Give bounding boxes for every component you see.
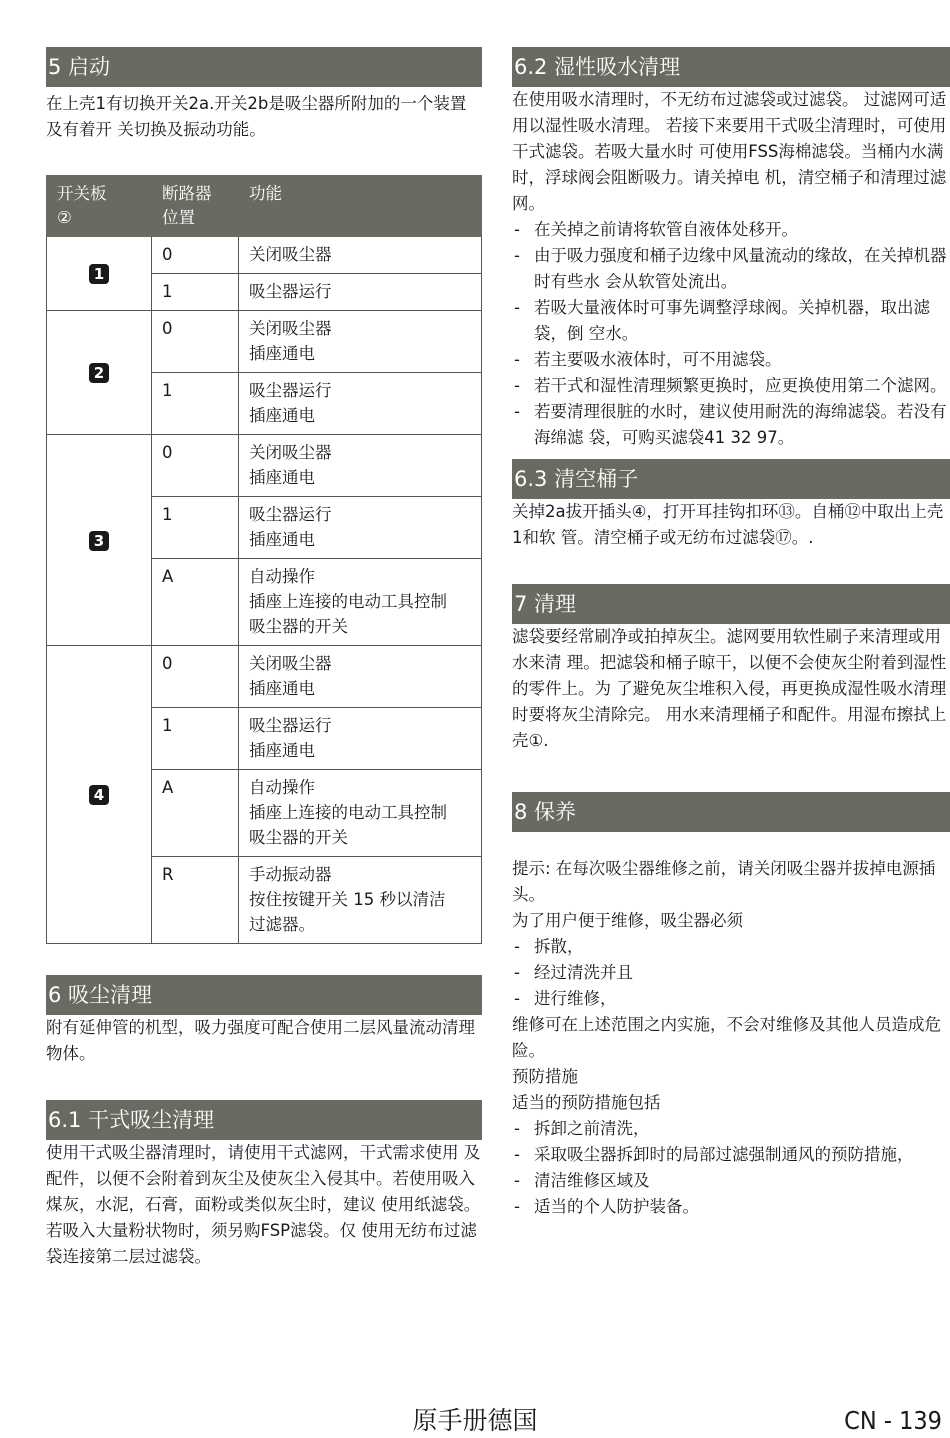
switch-table-header xyxy=(47,176,482,237)
function-line: 过滤器。 xyxy=(249,915,315,934)
list-item: - 若吸大量液体时可事先调整浮球阀。关掉机器，取出滤袋，倒 空水。 xyxy=(512,295,950,347)
list-item: - 进行维修， xyxy=(512,986,950,1012)
switch-panel-cell xyxy=(47,237,152,311)
switch-table xyxy=(46,175,482,944)
function-line: 插座通电 xyxy=(249,679,315,698)
function-line: 关闭吸尘器 xyxy=(249,654,332,673)
section-8-list-1 xyxy=(512,934,950,1012)
header-switch-panel-label: 开关板 xyxy=(57,184,107,203)
footer-title: 原手册德国 xyxy=(412,1406,538,1435)
section-8-text: 维修可在上述范围之内实施，不会对维修及其他人员造成危险。 xyxy=(512,1015,941,1060)
list-item: - 采取吸尘器拆卸时的局部过滤强制通风的预防措施， xyxy=(512,1142,950,1168)
section-6-2-list xyxy=(512,217,950,451)
function-line: 插座通电 xyxy=(249,344,315,363)
header-function: 功能 xyxy=(239,176,482,237)
section-8-text: 适当的预防措施包括 xyxy=(512,1093,661,1112)
section-8-heading: 8 保养 xyxy=(512,792,950,832)
switch-panel-cell xyxy=(47,311,152,435)
position-cell: 0 xyxy=(152,237,239,274)
list-item: - 由于吸力强度和桶子边缘中风量流动的缘故，在关掉机器时有些水 会从软管处流出。 xyxy=(512,243,950,295)
position-cell: A xyxy=(152,559,239,646)
function-line: 关闭吸尘器 xyxy=(249,443,332,462)
function-line: 关闭吸尘器 xyxy=(249,319,332,338)
function-cell xyxy=(239,274,482,311)
page-number: CN - 139 xyxy=(844,1406,942,1435)
switch-badge: 2 xyxy=(89,363,109,383)
position-cell: 1 xyxy=(152,497,239,559)
function-line: 吸尘器的开关 xyxy=(249,617,348,636)
function-cell xyxy=(239,497,482,559)
section-6-3-heading: 6.3 清空桶子 xyxy=(512,459,950,499)
list-item: - 在关掉之前请将软管自液体处移开。 xyxy=(512,217,950,243)
position-cell: 1 xyxy=(152,274,239,311)
position-cell: 0 xyxy=(152,646,239,708)
function-line: 自动操作 xyxy=(249,567,315,586)
function-line: 吸尘器的开关 xyxy=(249,828,348,847)
header-breaker-position xyxy=(152,176,239,237)
function-cell xyxy=(239,708,482,770)
section-6-1-text: 使用干式吸尘器清理时，请使用干式滤网，干式需求使用 及配件，以便不会附着到灰尘及使灰尘入侵其中。若使用吸入煤灰，水泥，石膏，面粉或类似灰尘时，建议 使用纸滤袋。若吸入大量粉状物时，须另购FSP滤袋。仅 使用无纺布过滤袋连接第二层过滤袋。 xyxy=(46,1143,481,1266)
function-cell xyxy=(239,311,482,373)
left-column xyxy=(46,47,482,1270)
section-7-heading: 7 清理 xyxy=(512,584,950,624)
function-line: 吸尘器运行 xyxy=(249,282,332,301)
position-cell: 0 xyxy=(152,435,239,497)
table-row xyxy=(47,646,482,708)
switch-panel-cell xyxy=(47,435,152,646)
function-line: 插座通电 xyxy=(249,406,315,425)
section-6-1-heading: 6.1 干式吸尘清理 xyxy=(46,1100,482,1140)
header-position-label: 位置 xyxy=(162,208,195,227)
header-switch-panel xyxy=(47,176,152,237)
section-8-note: 提示: 在每次吸尘器维修之前，请关闭吸尘器并拔掉电源插头。 xyxy=(512,859,936,904)
function-line: 插座上连接的电动工具控制 xyxy=(249,592,447,611)
function-line: 吸尘器运行 xyxy=(249,381,332,400)
function-cell xyxy=(239,373,482,435)
section-6-3-text: 关掉2a拔开插头④，打开耳挂钩扣环⑬。自桶⑫中取出上壳1和软 管。清空桶子或无纺布过滤袋⑰。. xyxy=(512,502,944,547)
section-6-heading: 6 吸尘清理 xyxy=(46,975,482,1015)
function-cell xyxy=(239,435,482,497)
function-line: 关闭吸尘器 xyxy=(249,245,332,264)
list-item: - 经过清洗并且 xyxy=(512,960,950,986)
function-line: 插座通电 xyxy=(249,468,315,487)
table-row xyxy=(47,435,482,497)
function-line: 自动操作 xyxy=(249,778,315,797)
section-6-text: 附有延伸管的机型，吸力强度可配合使用二层风量流动清理 物体。 xyxy=(46,1018,475,1063)
header-breaker-label: 断路器 xyxy=(162,184,212,203)
function-cell xyxy=(239,559,482,646)
section-8-subheading: 预防措施 xyxy=(512,1067,578,1086)
section-6-2-text: 在使用吸水清理时，不无纺布过滤袋或过滤袋。 过滤网可适用以湿性吸水清理。 若接下来要用干式吸尘清理时，可使用干式滤袋。若吸大量水时 可使用FSS海棉滤袋。当桶内水满时，浮球阀会阻断吸力。请关掉电 机，清空桶子和清理过滤网。 xyxy=(512,90,947,213)
function-cell xyxy=(239,857,482,944)
position-cell: R xyxy=(152,857,239,944)
function-line: 插座通电 xyxy=(249,741,315,760)
function-line: 插座上连接的电动工具控制 xyxy=(249,803,447,822)
function-line: 按住按键开关 15 秒以清洁 xyxy=(249,890,446,909)
section-5-heading: 5 启动 xyxy=(46,47,482,87)
section-8-list-2 xyxy=(512,1116,950,1220)
section-6-2-heading: 6.2 湿性吸水清理 xyxy=(512,47,950,87)
function-line: 手动振动器 xyxy=(249,865,332,884)
function-cell xyxy=(239,237,482,274)
list-item: - 清洁维修区域及 xyxy=(512,1168,950,1194)
table-row xyxy=(47,311,482,373)
list-item: - 若主要吸水液体时，可不用滤袋。 xyxy=(512,347,950,373)
position-cell: A xyxy=(152,770,239,857)
list-item: - 若要清理很脏的水时，建议使用耐洗的海绵滤袋。若没有海绵滤 袋，可购买滤袋41 32 97。 xyxy=(512,399,950,451)
section-7-text: 滤袋要经常刷净或拍掉灰尘。滤网要用软性刷子来清理或用水来清 理。把滤袋和桶子晾干，以便不会使灰尘附着到湿性的零件上。为 了避免灰尘堆积入侵，再更换成湿性吸水清理时要将灰尘清除完。 用水来清理桶子和配件。用湿布擦拭上壳①. xyxy=(512,627,947,750)
list-item: - 拆卸之前清洗， xyxy=(512,1116,950,1142)
position-cell: 1 xyxy=(152,708,239,770)
list-item: - 若干式和湿性清理频繁更换时，应更换使用第二个滤网。 xyxy=(512,373,950,399)
header-switch-panel-ref: ② xyxy=(57,208,72,227)
function-line: 插座通电 xyxy=(249,530,315,549)
section-5-text: 在上壳1有切换开关2a.开关2b是吸尘器所附加的一个装置及有着开 关切换及振动功能。 xyxy=(46,94,467,139)
switch-badge: 3 xyxy=(89,531,109,551)
function-line: 吸尘器运行 xyxy=(249,716,332,735)
position-cell: 0 xyxy=(152,311,239,373)
switch-badge: 4 xyxy=(89,785,109,805)
list-item: - 适当的个人防护装备。 xyxy=(512,1194,950,1220)
function-cell xyxy=(239,646,482,708)
function-line: 吸尘器运行 xyxy=(249,505,332,524)
position-cell: 1 xyxy=(152,373,239,435)
list-item: - 拆散， xyxy=(512,934,950,960)
switch-panel-cell xyxy=(47,646,152,944)
section-8-text: 为了用户便于维修，吸尘器必须 xyxy=(512,911,743,930)
switch-badge: 1 xyxy=(89,264,109,284)
table-row xyxy=(47,237,482,274)
right-column xyxy=(512,47,950,1220)
function-cell xyxy=(239,770,482,857)
